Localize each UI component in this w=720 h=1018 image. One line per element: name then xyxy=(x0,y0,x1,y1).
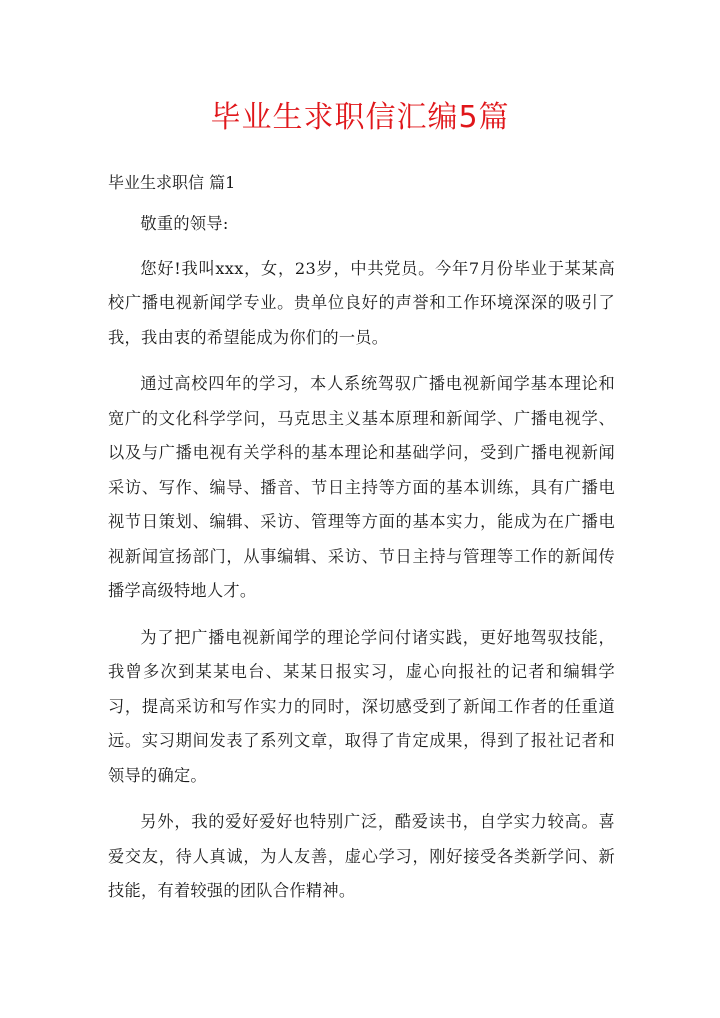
paragraph-hobbies: 另外，我的爱好爱好也特别广泛，酷爱读书，自学实力较高。喜爱交友，待人真诚，为人友善，虚心学习，刚好接受各类新学问、新技能，有着较强的团队合作精神。 xyxy=(108,812,615,900)
section-heading: 毕业生求职信 篇1 xyxy=(108,173,236,192)
letter-body xyxy=(108,207,615,921)
salutation: 敬重的领导: xyxy=(140,214,229,233)
paragraph-internship: 为了把广播电视新闻学的理论学问付诸实践，更好地驾驭技能，我曾多次到某某电台、某某日报实习，虚心向报社的记者和编辑学习，提高采访和写作实力的同时，深切感受到了新闻工作者的任重道远。实习期间发表了系列文章，取得了肯定成果，得到了报社记者和领导的确定。 xyxy=(108,627,615,785)
paragraph-education: 通过高校四年的学习，本人系统驾驭广播电视新闻学基本理论和宽广的文化科学学问，马克思主义基本原理和新闻学、广播电视学、以及与广播电视有关学科的基本理论和基础学问，受到广播电视新闻采访、写作、编导、播音、节日主持等方面的基本训练，具有广播电视节日策划、编辑、采访、管理等方面的基本实力，能成为在广播电视新闻宣扬部门，从事编辑、采访、节日主持与管理等工作的新闻传播学高级特地人才。 xyxy=(108,374,615,600)
document-title: 毕业生求职信汇编5篇 xyxy=(210,100,510,135)
paragraph-intro: 您好!我叫xxx，女，23岁，中共党员。今年7月份毕业于某某高校广播电视新闻学专业。贵单位良好的声誉和工作环境深深的吸引了我，我由衷的希望能成为你们的一员。 xyxy=(108,258,615,347)
